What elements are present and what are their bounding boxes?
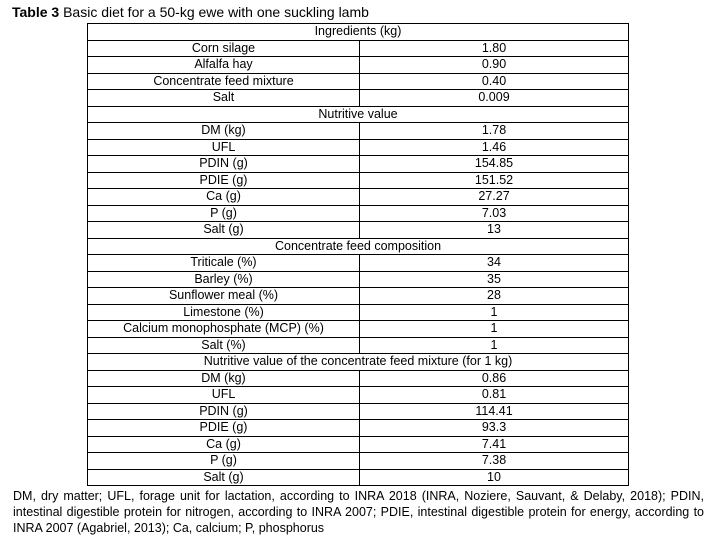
table-row <box>88 403 629 420</box>
row-label: Ca (g) <box>88 189 360 206</box>
diet-table <box>87 23 629 486</box>
row-label: P (g) <box>88 205 360 222</box>
row-value: 28 <box>360 288 629 305</box>
table-row <box>88 436 629 453</box>
row-label: PDIE (g) <box>88 420 360 437</box>
row-label: Salt (g) <box>88 222 360 239</box>
table-row <box>88 321 629 338</box>
row-label: PDIN (g) <box>88 403 360 420</box>
row-label: Ca (g) <box>88 436 360 453</box>
row-value: 0.90 <box>360 57 629 74</box>
table-row <box>88 40 629 57</box>
row-label: UFL <box>88 139 360 156</box>
row-label: DM (kg) <box>88 123 360 140</box>
row-value: 0.81 <box>360 387 629 404</box>
row-value: 7.03 <box>360 205 629 222</box>
diet-table-body <box>88 24 629 486</box>
row-value: 114.41 <box>360 403 629 420</box>
row-label: P (g) <box>88 453 360 470</box>
row-value: 13 <box>360 222 629 239</box>
row-label: Concentrate feed mixture <box>88 73 360 90</box>
row-value: 27.27 <box>360 189 629 206</box>
row-label: Triticale (%) <box>88 255 360 272</box>
table-row <box>88 139 629 156</box>
row-value: 7.41 <box>360 436 629 453</box>
row-label: Calcium monophosphate (MCP) (%) <box>88 321 360 338</box>
row-label: DM (kg) <box>88 370 360 387</box>
row-label: Salt <box>88 90 360 107</box>
row-value: 0.009 <box>360 90 629 107</box>
table-row <box>88 205 629 222</box>
table-row <box>88 370 629 387</box>
row-value: 1 <box>360 337 629 354</box>
table-row <box>88 189 629 206</box>
table-row <box>88 271 629 288</box>
row-value: 1.80 <box>360 40 629 57</box>
table-row <box>88 387 629 404</box>
table-row <box>88 304 629 321</box>
row-label: Salt (%) <box>88 337 360 354</box>
row-value: 0.86 <box>360 370 629 387</box>
section-title: Ingredients (kg) <box>88 24 629 41</box>
row-label: UFL <box>88 387 360 404</box>
table-row <box>88 288 629 305</box>
table-row <box>88 156 629 173</box>
section-title: Nutritive value <box>88 106 629 123</box>
table-row <box>88 123 629 140</box>
table-row <box>88 57 629 74</box>
table-label: Table 3 <box>12 4 60 20</box>
table-row <box>88 337 629 354</box>
section-header-row <box>88 106 629 123</box>
table-row <box>88 90 629 107</box>
row-value: 35 <box>360 271 629 288</box>
table-row <box>88 172 629 189</box>
row-value: 154.85 <box>360 156 629 173</box>
section-header-row <box>88 354 629 371</box>
row-value: 10 <box>360 469 629 486</box>
row-value: 1 <box>360 321 629 338</box>
table-row <box>88 73 629 90</box>
table-title: Basic diet for a 50-kg ewe with one suckling lamb <box>59 4 369 20</box>
table-caption <box>12 4 369 21</box>
table-row <box>88 255 629 272</box>
section-header-row <box>88 238 629 255</box>
table-row <box>88 420 629 437</box>
row-value: 93.3 <box>360 420 629 437</box>
row-label: Sunflower meal (%) <box>88 288 360 305</box>
row-value: 0.40 <box>360 73 629 90</box>
row-label: Alfalfa hay <box>88 57 360 74</box>
section-title: Concentrate feed composition <box>88 238 629 255</box>
section-header-row <box>88 24 629 41</box>
row-value: 34 <box>360 255 629 272</box>
row-label: PDIN (g) <box>88 156 360 173</box>
table-footnote: DM, dry matter; UFL, forage unit for lactation, according to INRA 2018 (INRA, Noziere, Sauvant, & Delaby, 2018); PDIN, intestinal digestible protein for nitrogen, according to INRA 2007; PDIE, intestinal digestible protein for energy, according to INRA 2007 (Agabriel, 2013); Ca, calcium; P, phosphorus <box>13 489 704 535</box>
table-row <box>88 469 629 486</box>
table-row <box>88 453 629 470</box>
row-value: 1.78 <box>360 123 629 140</box>
row-label: Corn silage <box>88 40 360 57</box>
row-label: Limestone (%) <box>88 304 360 321</box>
row-label: Barley (%) <box>88 271 360 288</box>
row-value: 151.52 <box>360 172 629 189</box>
row-value: 1.46 <box>360 139 629 156</box>
section-title: Nutritive value of the concentrate feed mixture (for 1 kg) <box>88 354 629 371</box>
table-row <box>88 222 629 239</box>
row-label: Salt (g) <box>88 469 360 486</box>
row-value: 7.38 <box>360 453 629 470</box>
row-label: PDIE (g) <box>88 172 360 189</box>
row-value: 1 <box>360 304 629 321</box>
